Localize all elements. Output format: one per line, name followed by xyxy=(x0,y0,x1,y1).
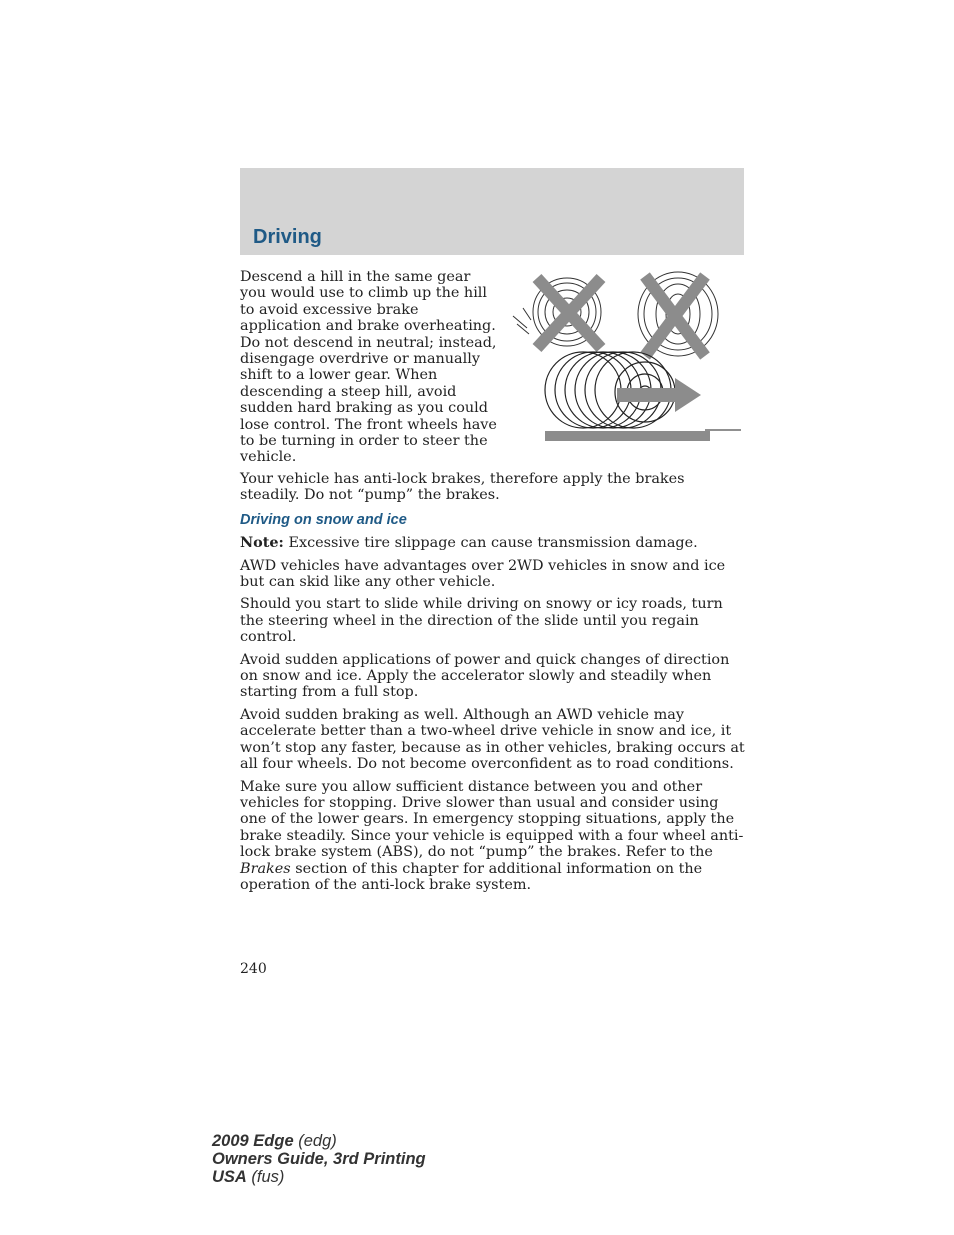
section-title: Driving xyxy=(253,226,322,248)
footer-market-code: (fus) xyxy=(246,1168,285,1186)
note-text: Excessive tire slippage can cause transmission damage. xyxy=(283,535,698,552)
slide-paragraph: Should you start to slide while driving on snowy or icy roads, turn the steering wheel in the direction of the slide until you regain control. xyxy=(240,596,723,646)
abs-paragraph: Your vehicle has anti-lock brakes, therefore apply the brakes steadily. Do not “pump” the brakes. xyxy=(240,471,685,504)
note-paragraph xyxy=(240,535,746,551)
snow-ice-heading: Driving on snow and ice xyxy=(240,511,407,528)
distance-text-b: section of this chapter for additional information on the operation of the anti-lock brake system. xyxy=(240,860,703,893)
wheel-slip-illustration xyxy=(505,268,745,450)
distance-text-a: Make sure you allow sufficient distance between you and other vehicles for stopping. Drive slower than usual and consider using one of the lower gears. In emergency stopping situations, apply the brake steadily. Since your vehicle is equipped with a four wheel anti-lock brake system (ABS), do not “pump” the brakes. Refer to the xyxy=(240,778,744,861)
sudden-paragraph: Avoid sudden applications of power and quick changes of direction on snow and ice. Apply the accelerator slowly and steadily when starting from a full stop. xyxy=(240,651,730,701)
footer-info xyxy=(212,1132,426,1186)
awd-paragraph: AWD vehicles have advantages over 2WD vehicles in snow and ice but can skid like any other vehicle. xyxy=(240,557,726,591)
intro-paragraph: Descend a hill in the same gear you would use to climb up the hill to avoid excessive brake application and brake overheating. Do not descend in neutral; instead, disengage overdrive or manually shift to a lower gear. When descending a steep hill, avoid sudden hard braking as you could lose control. The front wheels have to be turning in order to steer the vehicle. xyxy=(240,269,497,466)
braking-paragraph: Avoid sudden braking as well. Although an AWD vehicle may accelerate better than a two-wheel drive vehicle in snow and ice, it won’t stop any faster, because as in other vehicles, braking occurs at all four wheels. Do not become overconfident as to road conditions. xyxy=(240,706,745,773)
footer-model: 2009 Edge xyxy=(212,1132,294,1150)
page-number: 240 xyxy=(240,961,267,977)
footer-guide: Owners Guide, 3rd Printing xyxy=(212,1150,426,1168)
footer-market: USA xyxy=(212,1168,247,1186)
cross-left-icon xyxy=(537,278,601,348)
footer-model-code: (edg) xyxy=(293,1132,337,1150)
footer-model-line xyxy=(212,1132,426,1150)
body-text xyxy=(240,471,746,899)
footer-guide-line xyxy=(212,1150,426,1168)
road-surface xyxy=(545,431,710,441)
note-label: Note: xyxy=(240,534,284,552)
brakes-reference: Brakes xyxy=(240,860,291,877)
distance-paragraph xyxy=(240,779,746,894)
footer-market-line xyxy=(212,1168,426,1186)
